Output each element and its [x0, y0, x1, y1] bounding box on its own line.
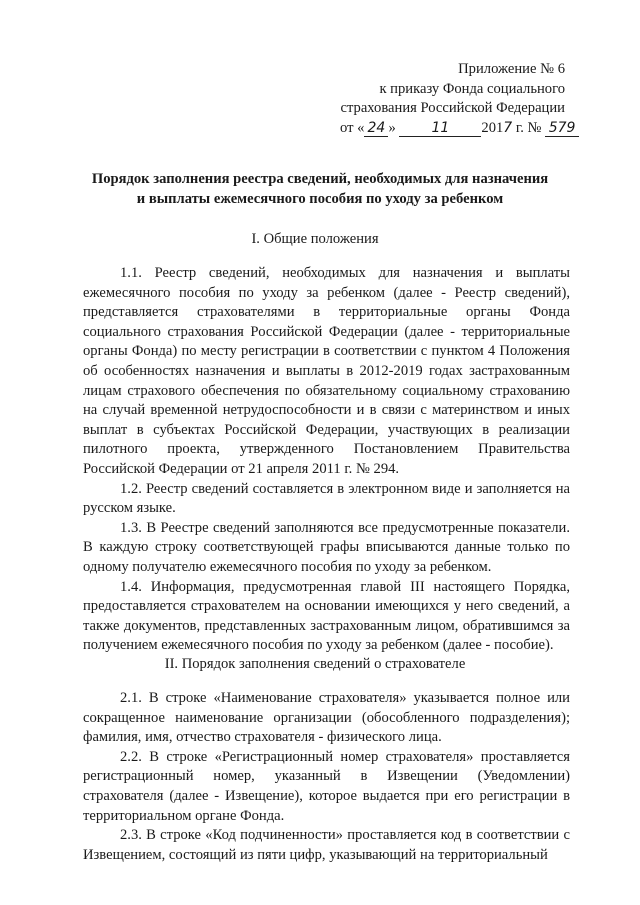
- order-month: 11: [399, 120, 481, 137]
- year-digit: 7: [503, 119, 513, 136]
- section-2-heading: II. Порядок заполнения сведений о страхователе: [164, 656, 466, 672]
- paragraph-2-3: 2.3. В строке «Код подчиненности» проставляется код в соответствии с Извещением, состоящий из пяти цифр, указывающий на территориальный: [83, 827, 570, 863]
- year-prefix: 201: [481, 119, 504, 136]
- section-1-heading: I. Общие положения: [251, 231, 379, 247]
- appendix-header: [340, 60, 576, 138]
- date-month-separator: »: [388, 119, 396, 136]
- date-prefix: от «: [340, 119, 365, 136]
- paragraph-1-3: 1.3. В Реестре сведений заполняются все предусмотренные показатели. В каждую строку соответствующей графы вписываются данные только по одному получателю ежемесячного пособия по уходу за ребенком.: [83, 519, 570, 575]
- title-line-2: и выплаты ежемесячного пособия по уходу за ребенком: [136, 190, 504, 207]
- paragraph-2-1: 2.1. В строке «Наименование страхователя» указывается полное или сокращенное наименование организации (обособленного подразделения); фамилия, имя, отчество страхователя - физического лица.: [83, 690, 570, 746]
- appendix-number: Приложение № 6: [458, 61, 565, 77]
- order-number: 579: [545, 120, 579, 137]
- paragraph-1-2: 1.2. Реестр сведений составляется в электронном виде и заполняется на русском языке.: [83, 480, 570, 517]
- appendix-org-name: страхования Российской Федерации: [340, 100, 565, 117]
- paragraph-1-4: 1.4. Информация, предусмотренная главой III настоящего Порядка, предоставляется страхователем на основании имеющихся у него сведений, а также документов, представленных застрахованным лицом, обратившимся за получением ежемесячного пособия по уходу за ребенком (далее - пособие).: [83, 578, 570, 654]
- appendix-order-ref: к приказу Фонда социального: [379, 80, 565, 97]
- section-2-body: [83, 689, 570, 865]
- document-title: [60, 170, 580, 209]
- order-date-line: [340, 119, 576, 139]
- order-day: 24: [364, 120, 388, 137]
- section-1-body: [83, 264, 570, 656]
- title-line-1: Порядок заполнения реестра сведений, необходимых для назначения: [91, 171, 549, 187]
- year-suffix: г. №: [512, 119, 542, 136]
- paragraph-1-1: 1.1. Реестр сведений, необходимых для назначения и выплаты ежемесячного пособия по уходу за ребенком (далее - Реестр сведений), представляется страхователями в территориальные органы Фонда социального страхования Российской Федерации (далее - территориальные органы Фонда) по месту регистрации в соответствии с пунктом 4 Положения об особенностях назначения и выплаты в 2012-2019 годах застрахованным лицам страхового обеспечения по обязательному социальному страхованию на случай временной нетрудоспособности и в связи с материнством и иных выплат в субъектах Российской Федерации, участвующих в реализации пилотного проекта, утвержденного Постановлением Правительства Российской Федерации от 21 апреля 2011 г. № 294.: [83, 265, 570, 477]
- paragraph-2-2: 2.2. В строке «Регистрационный номер страхователя» проставляется регистрационный номер, указанный в Извещении (Уведомлении) страхователя (далее - Извещение), которое выдается при его регистрации в территориальном органе Фонда.: [83, 748, 570, 824]
